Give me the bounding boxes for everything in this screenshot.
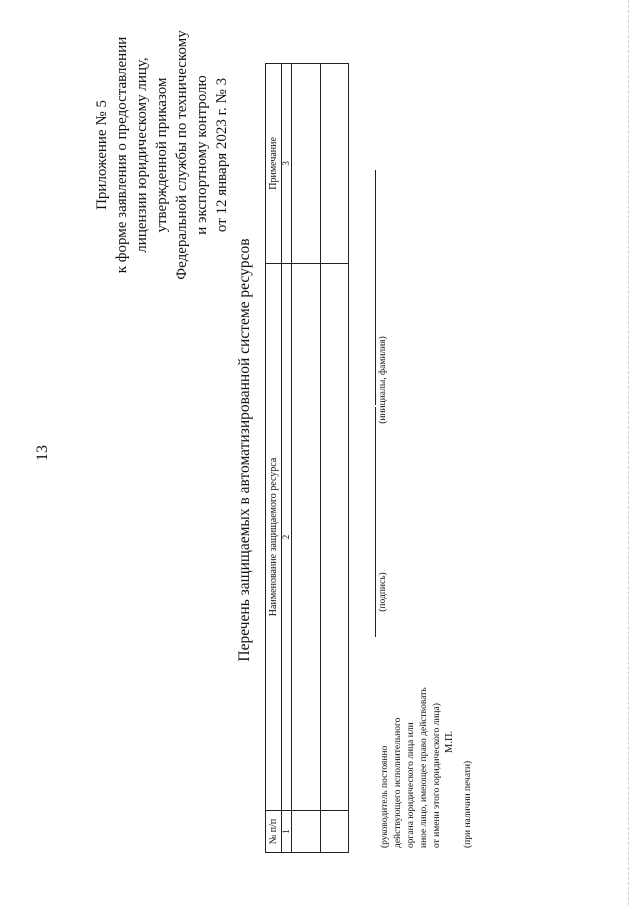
resources-table	[265, 63, 349, 853]
appendix-line: Федеральной службы по техническому	[174, 30, 190, 280]
signatory-line: от имени этого юридического лица)	[432, 703, 442, 848]
table-row	[292, 64, 320, 853]
stamp-placeholder: М.П.	[444, 730, 455, 753]
column-number-1: 1	[281, 811, 292, 853]
table-cell	[320, 811, 348, 853]
table-numbering-row	[281, 64, 292, 853]
scan-edge-rule	[628, 0, 629, 905]
table-cell	[292, 64, 320, 264]
column-number-3: 3	[281, 64, 292, 264]
name-caption: (инициалы, фамилия)	[378, 336, 388, 424]
appendix-line: к форме заявления о предоставлении	[114, 36, 130, 274]
signatory-line: (руководитель постоянно	[380, 745, 390, 848]
signatory-description	[379, 608, 444, 848]
table-cell	[292, 263, 320, 810]
table-row	[320, 64, 348, 853]
table-header-row	[266, 64, 282, 853]
appendix-line: утвержденной приказом	[154, 77, 170, 233]
appendix-line: лицензии юридическому лицу,	[134, 57, 150, 253]
appendix-header	[92, 5, 232, 305]
appendix-line: от 12 января 2023 г. № 3	[214, 77, 230, 233]
signatory-line: иное лицо, имеющее право действовать	[419, 687, 429, 848]
signature-line	[375, 407, 376, 637]
appendix-line: и экспортному контролю	[194, 75, 210, 235]
column-number-2: 2	[281, 263, 292, 810]
signature-caption: (подпись)	[378, 572, 388, 612]
page-number: 13	[34, 445, 51, 461]
document-title: Перечень защищаемых в автоматизированной системе ресурсов	[236, 238, 253, 662]
table-cell	[320, 64, 348, 264]
appendix-line: Приложение № 5	[94, 100, 110, 210]
stamp-note: (при наличии печати)	[463, 760, 473, 848]
name-line	[375, 170, 376, 405]
column-header-number: № п/п	[266, 811, 282, 853]
table-cell	[292, 811, 320, 853]
column-header-resource-name: Наименование защищаемого ресурса	[266, 263, 282, 810]
column-header-note: Примечание	[266, 64, 282, 264]
signatory-line: действующего исполнительного	[393, 717, 403, 848]
table-cell	[320, 263, 348, 810]
signatory-line: органа юридического лица или	[406, 722, 416, 848]
